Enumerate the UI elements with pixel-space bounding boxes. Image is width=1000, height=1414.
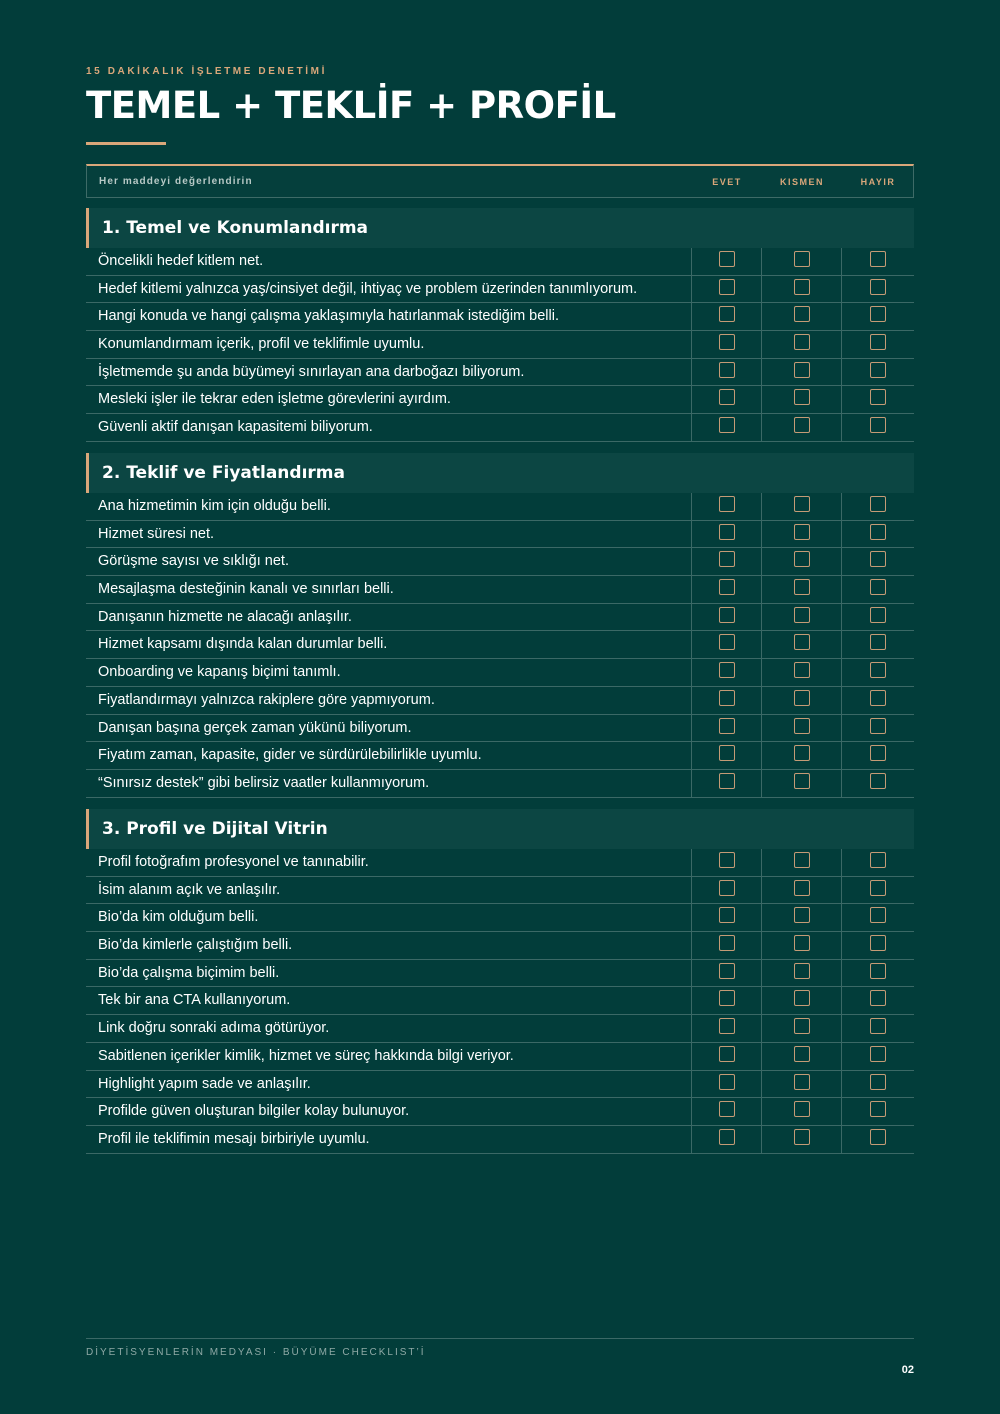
column-divider xyxy=(841,1015,842,1043)
checklist-row xyxy=(86,521,914,549)
checkbox-evet[interactable] xyxy=(719,990,735,1006)
column-divider xyxy=(841,276,842,304)
column-divider xyxy=(691,1043,692,1071)
column-divider xyxy=(761,414,762,442)
column-divider xyxy=(691,932,692,960)
checkbox-kismen[interactable] xyxy=(794,306,810,322)
section-title: 3. Profil ve Dijital Vitrin xyxy=(86,809,914,849)
column-divider xyxy=(691,548,692,576)
column-divider xyxy=(691,904,692,932)
checklist-row xyxy=(86,331,914,359)
column-divider xyxy=(761,742,762,770)
checklist-item-text: “Sınırsız destek” gibi belirsiz vaatler kullanmıyorum. xyxy=(98,774,430,791)
column-divider xyxy=(761,659,762,687)
checklist-row xyxy=(86,303,914,331)
checklist-row xyxy=(86,631,914,659)
checkbox-kismen[interactable] xyxy=(794,279,810,295)
column-divider xyxy=(761,576,762,604)
column-divider xyxy=(841,521,842,549)
checkbox-evet[interactable] xyxy=(719,579,735,595)
section-title: 2. Teklif ve Fiyatlandırma xyxy=(86,453,914,493)
checkbox-hayir[interactable] xyxy=(870,524,886,540)
checkbox-evet[interactable] xyxy=(719,662,735,678)
column-divider xyxy=(691,331,692,359)
column-divider xyxy=(761,960,762,988)
page-number: 02 xyxy=(901,1364,914,1376)
checkbox-kismen[interactable] xyxy=(794,607,810,623)
column-divider xyxy=(691,414,692,442)
checkbox-kismen[interactable] xyxy=(794,334,810,350)
eyebrow-label: 15 DAKİKALIK İŞLETME DENETİMİ xyxy=(86,66,327,77)
checklist-row xyxy=(86,576,914,604)
column-header-evet: EVET xyxy=(712,177,742,187)
checkbox-hayir[interactable] xyxy=(870,279,886,295)
column-divider xyxy=(691,386,692,414)
column-divider xyxy=(691,248,692,276)
column-divider xyxy=(841,877,842,905)
checkbox-evet[interactable] xyxy=(719,634,735,650)
column-divider xyxy=(691,1015,692,1043)
column-divider xyxy=(761,548,762,576)
checkbox-kismen[interactable] xyxy=(794,745,810,761)
column-divider xyxy=(841,248,842,276)
column-divider xyxy=(841,414,842,442)
footer-divider xyxy=(86,1338,914,1339)
column-divider xyxy=(841,932,842,960)
checkbox-hayir[interactable] xyxy=(870,963,886,979)
checkbox-kismen[interactable] xyxy=(794,251,810,267)
checklist-row xyxy=(86,742,914,770)
checklist-item-text: Görüşme sayısı ve sıklığı net. xyxy=(98,553,289,570)
checklist-item-text: Sabitlenen içerikler kimlik, hizmet ve süreç hakkında bilgi veriyor. xyxy=(98,1047,514,1064)
table-header xyxy=(86,164,914,198)
checkbox-hayir[interactable] xyxy=(870,334,886,350)
checkbox-kismen[interactable] xyxy=(794,880,810,896)
column-divider xyxy=(841,576,842,604)
checkbox-hayir[interactable] xyxy=(870,907,886,923)
checkbox-hayir[interactable] xyxy=(870,990,886,1006)
checkbox-kismen[interactable] xyxy=(794,1101,810,1117)
checkbox-hayir[interactable] xyxy=(870,417,886,433)
checkbox-evet[interactable] xyxy=(719,607,735,623)
checkbox-hayir[interactable] xyxy=(870,251,886,267)
checklist-item-text: Highlight yapım sade ve anlaşılır. xyxy=(98,1075,311,1092)
column-divider xyxy=(761,1015,762,1043)
checklist-item-text: Link doğru sonraki adıma götürüyor. xyxy=(98,1020,330,1037)
column-divider xyxy=(691,303,692,331)
checkbox-hayir[interactable] xyxy=(870,1018,886,1034)
column-divider xyxy=(761,331,762,359)
checkbox-kismen[interactable] xyxy=(794,496,810,512)
checklist-item-text: Hizmet süresi net. xyxy=(98,525,215,542)
checkbox-evet[interactable] xyxy=(719,306,735,322)
column-divider xyxy=(691,687,692,715)
checklist-row xyxy=(86,1043,914,1071)
checkbox-evet[interactable] xyxy=(719,963,735,979)
checklist-row xyxy=(86,770,914,798)
column-divider xyxy=(841,604,842,632)
column-divider xyxy=(761,521,762,549)
checklist-item-text: Mesajlaşma desteğinin kanalı ve sınırları belli. xyxy=(98,581,394,598)
checkbox-hayir[interactable] xyxy=(870,362,886,378)
checklist-item-text: İşletmemde şu anda büyümeyi sınırlayan ana darboğazı biliyorum. xyxy=(98,363,525,380)
checklist-item-text: Güvenli aktif danışan kapasitemi biliyorum. xyxy=(98,419,373,436)
checklist-item-text: Onboarding ve kapanış biçimi tanımlı. xyxy=(98,664,341,681)
column-divider xyxy=(761,904,762,932)
checklist-item-text: Öncelikli hedef kitlem net. xyxy=(98,253,264,269)
checklist-item-text: Hizmet kapsamı dışında kalan durumlar belli. xyxy=(98,636,388,653)
column-divider xyxy=(691,1126,692,1154)
checkbox-evet[interactable] xyxy=(719,690,735,706)
column-divider xyxy=(691,604,692,632)
footer-text: DİYETİSYENLERİN MEDYASI · BÜYÜME CHECKLIST’İ xyxy=(86,1347,426,1358)
checkbox-kismen[interactable] xyxy=(794,389,810,405)
checklist-row xyxy=(86,877,914,905)
checklist-item-text: Tek bir ana CTA kullanıyorum. xyxy=(98,992,291,1009)
column-divider xyxy=(761,604,762,632)
checkbox-evet[interactable] xyxy=(719,1129,735,1145)
checkbox-evet[interactable] xyxy=(719,852,735,868)
page-title: TEMEL + TEKLİF + PROFİL xyxy=(86,84,616,127)
column-divider xyxy=(841,987,842,1015)
checkbox-kismen[interactable] xyxy=(794,1018,810,1034)
checkbox-hayir[interactable] xyxy=(870,852,886,868)
checklist-item-text: Hedef kitlemi yalnızca yaş/cinsiyet değil, ihtiyaç ve problem üzerinden tanımlıyorum. xyxy=(98,280,638,297)
checkbox-evet[interactable] xyxy=(719,1074,735,1090)
checkbox-hayir[interactable] xyxy=(870,745,886,761)
column-divider xyxy=(841,770,842,798)
checkbox-kismen[interactable] xyxy=(794,1074,810,1090)
column-divider xyxy=(691,877,692,905)
checklist-row xyxy=(86,987,914,1015)
column-divider xyxy=(841,904,842,932)
column-divider xyxy=(761,849,762,877)
column-divider xyxy=(761,276,762,304)
checkbox-hayir[interactable] xyxy=(870,1046,886,1062)
checkbox-evet[interactable] xyxy=(719,718,735,734)
section-2 xyxy=(86,453,914,798)
checkbox-kismen[interactable] xyxy=(794,634,810,650)
checkbox-hayir[interactable] xyxy=(870,1129,886,1145)
checkbox-evet[interactable] xyxy=(719,251,735,267)
column-divider xyxy=(691,715,692,743)
checkbox-hayir[interactable] xyxy=(870,773,886,789)
checkbox-hayir[interactable] xyxy=(870,935,886,951)
column-divider xyxy=(761,386,762,414)
checkbox-evet[interactable] xyxy=(719,279,735,295)
checkbox-kismen[interactable] xyxy=(794,579,810,595)
section-1 xyxy=(86,208,914,442)
checklist-item-text: İsim alanım açık ve anlaşılır. xyxy=(98,881,281,898)
checkbox-evet[interactable] xyxy=(719,551,735,567)
column-divider xyxy=(691,770,692,798)
checklist-item-text: Konumlandırmam içerik, profil ve teklifimle uyumlu. xyxy=(98,336,425,353)
checklist-item-text: Bio’da kimlerle çalıştığım belli. xyxy=(98,937,293,954)
column-divider xyxy=(841,1043,842,1071)
column-divider xyxy=(841,386,842,414)
checkbox-evet[interactable] xyxy=(719,773,735,789)
checklist-item-text: Mesleki işler ile tekrar eden işletme görevlerini ayırdım. xyxy=(98,391,451,408)
checklist-row xyxy=(86,687,914,715)
checklist-row xyxy=(86,493,914,521)
column-divider xyxy=(841,1126,842,1154)
column-divider xyxy=(761,359,762,387)
checklist-item-text: Fiyatım zaman, kapasite, gider ve sürdürülebilirlikle uyumlu. xyxy=(98,747,482,764)
checkbox-hayir[interactable] xyxy=(870,880,886,896)
column-header-hayir: HAYIR xyxy=(860,177,896,187)
column-divider xyxy=(761,631,762,659)
checkbox-evet[interactable] xyxy=(719,496,735,512)
checkbox-evet[interactable] xyxy=(719,389,735,405)
checkbox-kismen[interactable] xyxy=(794,690,810,706)
checkbox-hayir[interactable] xyxy=(870,634,886,650)
checklist-row xyxy=(86,715,914,743)
checkbox-hayir[interactable] xyxy=(870,579,886,595)
checklist-row xyxy=(86,659,914,687)
column-divider xyxy=(841,715,842,743)
checkbox-kismen[interactable] xyxy=(794,935,810,951)
checklist-item-text: Profil ile teklifimin mesajı birbiriyle uyumlu. xyxy=(98,1130,370,1147)
column-divider xyxy=(841,493,842,521)
checkbox-kismen[interactable] xyxy=(794,963,810,979)
column-divider xyxy=(841,631,842,659)
column-divider xyxy=(691,987,692,1015)
column-divider xyxy=(841,960,842,988)
checkbox-evet[interactable] xyxy=(719,524,735,540)
checkbox-kismen[interactable] xyxy=(794,662,810,678)
checklist-item-text: Ana hizmetimin kim için olduğu belli. xyxy=(98,498,331,514)
column-divider xyxy=(691,849,692,877)
checklist-row xyxy=(86,359,914,387)
column-divider xyxy=(761,932,762,960)
column-divider xyxy=(841,687,842,715)
column-divider xyxy=(841,359,842,387)
column-divider xyxy=(691,359,692,387)
column-divider xyxy=(761,1126,762,1154)
checkbox-evet[interactable] xyxy=(719,334,735,350)
checklist-row xyxy=(86,386,914,414)
column-divider xyxy=(841,742,842,770)
checkbox-hayir[interactable] xyxy=(870,607,886,623)
checkbox-kismen[interactable] xyxy=(794,852,810,868)
checkbox-kismen[interactable] xyxy=(794,362,810,378)
checklist-row xyxy=(86,932,914,960)
checklist-row xyxy=(86,1015,914,1043)
checklist-row xyxy=(86,548,914,576)
checkbox-evet[interactable] xyxy=(719,362,735,378)
column-divider xyxy=(691,521,692,549)
column-divider xyxy=(761,493,762,521)
column-divider xyxy=(761,1098,762,1126)
checkbox-hayir[interactable] xyxy=(870,718,886,734)
column-divider xyxy=(761,303,762,331)
checkbox-evet[interactable] xyxy=(719,935,735,951)
column-divider xyxy=(691,960,692,988)
checklist-row xyxy=(86,276,914,304)
column-divider xyxy=(691,576,692,604)
checkbox-kismen[interactable] xyxy=(794,718,810,734)
checkbox-hayir[interactable] xyxy=(870,662,886,678)
checklist-item-text: Danışan başına gerçek zaman yükünü biliyorum. xyxy=(98,719,412,736)
checklist-item-text: Profilde güven oluşturan bilgiler kolay bulunuyor. xyxy=(98,1103,410,1120)
checkbox-hayir[interactable] xyxy=(870,389,886,405)
column-divider xyxy=(761,1043,762,1071)
column-divider xyxy=(691,742,692,770)
checkbox-evet[interactable] xyxy=(719,1101,735,1117)
checklist-row xyxy=(86,248,914,276)
column-divider xyxy=(761,1071,762,1099)
checkbox-hayir[interactable] xyxy=(870,690,886,706)
checklist-row xyxy=(86,904,914,932)
column-header-kismen: KISMEN xyxy=(779,177,824,187)
section-title: 1. Temel ve Konumlandırma xyxy=(86,208,914,248)
checklist-row xyxy=(86,849,914,877)
table-header-hint: Her maddeyi değerlendirin xyxy=(99,176,253,187)
checklist-item-text: Fiyatlandırmayı yalnızca rakiplere göre yapmıyorum. xyxy=(98,691,435,708)
column-divider xyxy=(691,493,692,521)
column-divider xyxy=(691,276,692,304)
checklist-item-text: Danışanın hizmette ne alacağı anlaşılır. xyxy=(98,608,352,625)
checkbox-kismen[interactable] xyxy=(794,1046,810,1062)
column-divider xyxy=(841,303,842,331)
title-underline xyxy=(86,142,166,145)
column-divider xyxy=(841,331,842,359)
column-divider xyxy=(761,877,762,905)
checklist-row xyxy=(86,1071,914,1099)
section-3 xyxy=(86,809,914,1154)
column-divider xyxy=(691,1071,692,1099)
column-divider xyxy=(761,687,762,715)
checkbox-kismen[interactable] xyxy=(794,551,810,567)
column-divider xyxy=(691,631,692,659)
checkbox-hayir[interactable] xyxy=(870,306,886,322)
column-divider xyxy=(761,715,762,743)
checkbox-evet[interactable] xyxy=(719,745,735,761)
column-divider xyxy=(691,659,692,687)
checkbox-kismen[interactable] xyxy=(794,524,810,540)
checkbox-hayir[interactable] xyxy=(870,496,886,512)
checkbox-hayir[interactable] xyxy=(870,551,886,567)
column-divider xyxy=(841,548,842,576)
checklist-item-text: Hangi konuda ve hangi çalışma yaklaşımıyla hatırlanmak istediğim belli. xyxy=(98,308,559,325)
checkbox-evet[interactable] xyxy=(719,417,735,433)
column-divider xyxy=(841,659,842,687)
column-divider xyxy=(841,1071,842,1099)
checkbox-hayir[interactable] xyxy=(870,1101,886,1117)
checkbox-kismen[interactable] xyxy=(794,990,810,1006)
column-divider xyxy=(841,849,842,877)
checklist-item-text: Profil fotoğrafım profesyonel ve tanınabilir. xyxy=(98,854,369,870)
checklist-row xyxy=(86,1126,914,1154)
column-divider xyxy=(761,770,762,798)
checklist-row xyxy=(86,960,914,988)
checkbox-kismen[interactable] xyxy=(794,907,810,923)
checklist-row xyxy=(86,1098,914,1126)
checklist-row xyxy=(86,604,914,632)
checklist-item-text: Bio’da kim olduğum belli. xyxy=(98,909,259,926)
checklist-row xyxy=(86,414,914,442)
checkbox-kismen[interactable] xyxy=(794,773,810,789)
checklist-item-text: Bio’da çalışma biçimim belli. xyxy=(98,964,280,981)
checkbox-kismen[interactable] xyxy=(794,1129,810,1145)
column-divider xyxy=(691,1098,692,1126)
column-divider xyxy=(841,1098,842,1126)
checkbox-hayir[interactable] xyxy=(870,1074,886,1090)
checkbox-evet[interactable] xyxy=(719,1046,735,1062)
checkbox-evet[interactable] xyxy=(719,880,735,896)
checkbox-kismen[interactable] xyxy=(794,417,810,433)
checkbox-evet[interactable] xyxy=(719,907,735,923)
column-divider xyxy=(761,987,762,1015)
checkbox-evet[interactable] xyxy=(719,1018,735,1034)
column-divider xyxy=(761,248,762,276)
